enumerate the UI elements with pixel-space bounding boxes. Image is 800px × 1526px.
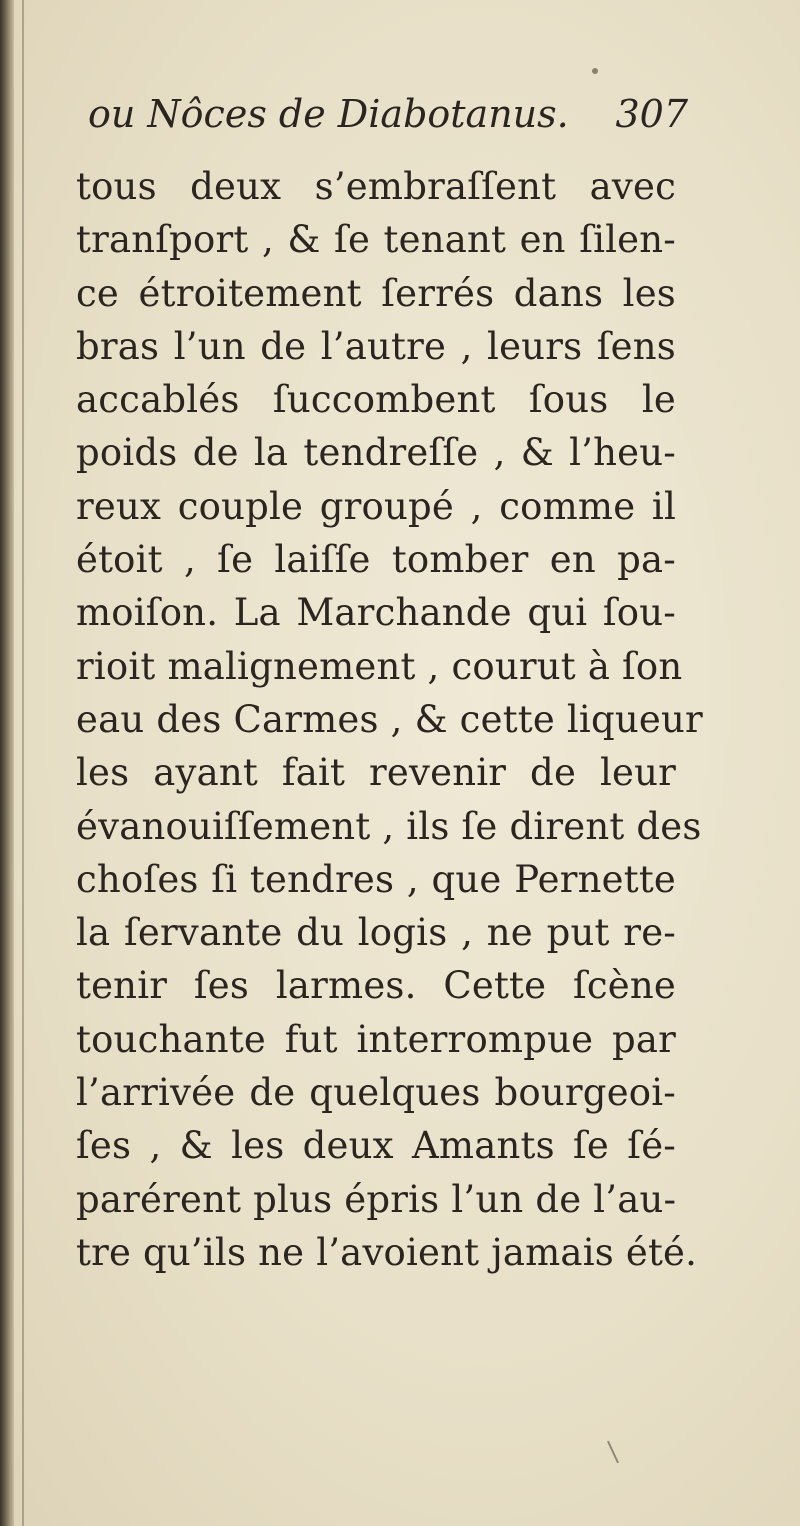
text-line: accablés ſuccombent ſous le bbox=[76, 378, 676, 422]
text-line: choſes ſi tendres , que Pernette bbox=[76, 857, 676, 901]
text-line: étoit , ſe laiſſe tomber en pa- bbox=[76, 538, 676, 582]
page-number: 307 bbox=[615, 92, 688, 136]
text-line: parérent plus épris l’un de l’au- bbox=[76, 1177, 677, 1221]
text-line: l’arrivée de quelques bourgeoi- bbox=[76, 1071, 676, 1115]
text-line: tranſport , & ſe tenant en ſilen- bbox=[76, 218, 676, 262]
running-title: ou Nôces de Diabotanus. bbox=[88, 92, 569, 136]
text-line: touchante fut interrompue par bbox=[76, 1017, 676, 1061]
stray-mark bbox=[607, 1441, 619, 1464]
binding-shadow bbox=[22, 0, 24, 1526]
text-line: les ayant fait revenir de leur bbox=[76, 751, 676, 795]
binding-edge bbox=[0, 0, 14, 1526]
text-line: reux couple groupé , comme il bbox=[76, 484, 676, 528]
text-line: moiſon. La Marchande qui ſou- bbox=[76, 591, 676, 635]
text-line: tre qu’ils ne l’avoient jamais été. bbox=[76, 1230, 698, 1274]
text-line: rioit malignement , courut à ſon bbox=[76, 644, 683, 688]
text-line: ce étroitement ſerrés dans les bbox=[76, 271, 676, 315]
text-line: poids de la tendreſſe , & l’heu- bbox=[76, 431, 676, 475]
body-text bbox=[76, 160, 703, 1279]
text-line: évanouiſſement , ils ſe dirent des bbox=[76, 804, 702, 848]
text-line: tenir ſes larmes. Cette ſcène bbox=[76, 964, 676, 1008]
text-line: bras l’un de l’autre , leurs ſens bbox=[76, 324, 676, 368]
running-head bbox=[88, 92, 688, 144]
text-line: ſes , & les deux Amants ſe ſé- bbox=[76, 1124, 676, 1168]
text-line: eau des Carmes , & cette liqueur bbox=[76, 697, 703, 741]
text-line: tous deux s’embraſſent avec bbox=[76, 165, 676, 208]
ink-speck bbox=[592, 68, 598, 74]
text-line: la ſervante du logis , ne put re- bbox=[76, 911, 676, 955]
